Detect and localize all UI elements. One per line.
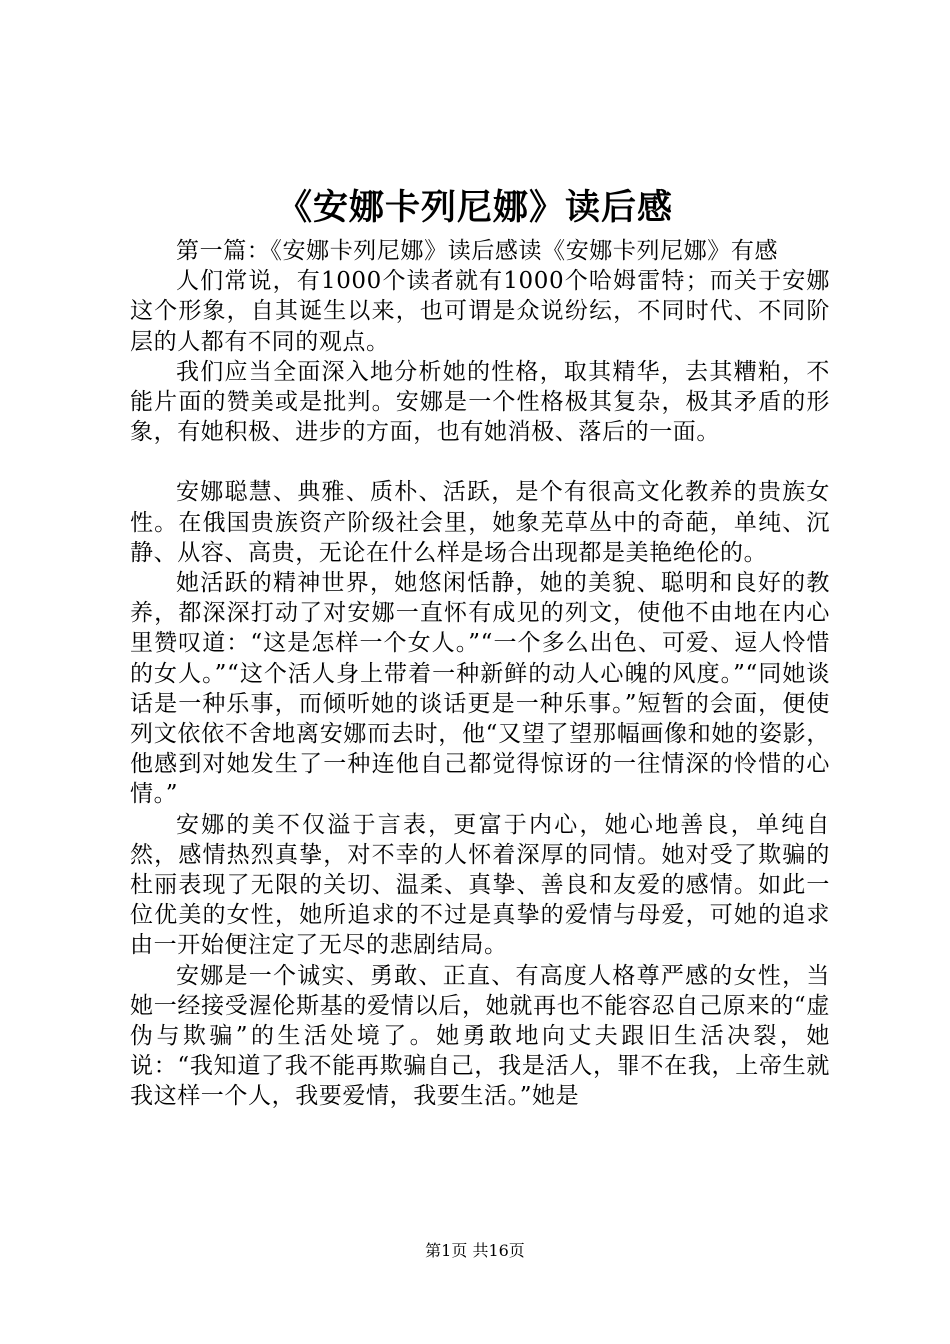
paragraph: 安娜是一个诚实、勇敢、正直、有高度人格尊严感的女性，当她一经接受渥伦斯基的爱情以后，她就再也不能容忍自己原来的“虚伪与欺骗”的生活处境了。她勇敢地向丈夫跟旧生活决裂，她说：“我知道了我不能再欺骗自己，我是活人，罪不在我，上帝生就我这样一个人，我要爱情，我要生活。”她是 [130, 962, 830, 1110]
paragraph: 她活跃的精神世界，她悠闲恬静，她的美貌、聪明和良好的教养，都深深打动了对安娜一直怀有成见的列文，使他不由地在内心里赞叹道：“这是怎样一个女人。”“一个多么出色、可爱、逗人怜惜的女人。”“这个活人身上带着一种新鲜的动人心魄的风度。”“同她谈话是一种乐事，而倾听她的谈话更是一种乐事。”短暂的会面，便使列文依依不舍地离安娜而去时，他“又望了望那幅画像和她的姿影，他感到对她发生了一种连他自己都觉得惊讶的一往情深的怜惜的心情。” [130, 570, 830, 808]
page-footer: 第1页 共16页 [425, 1241, 525, 1260]
paragraph: 我们应当全面深入地分析她的性格，取其精华，去其糟粕，不能片面的赞美或是批判。安娜是一个性格极其复杂，极其矛盾的形象，有她积极、进步的方面，也有她消极、落后的一面。 [130, 358, 830, 446]
document-title: 《安娜卡列尼娜》读后感 [276, 187, 673, 228]
paragraph: 安娜聪慧、典雅、质朴、活跃，是个有很高文化教养的贵族女性。在俄国贵族资产阶级社会里，她象芜草丛中的奇葩，单纯、沉静、从容、高贵，无论在什么样是场合出现都是美艳绝伦的。 [130, 479, 830, 566]
paragraph: 安娜的美不仅溢于言表，更富于内心，她心地善良，单纯自然，感情热烈真挚，对不幸的人怀着深厚的同情。她对受了欺骗的杜丽表现了无限的关切、温柔、真挚、善良和友爱的感情。如此一位优美的女性，她所追求的不过是真挚的爱情与母爱，可她的追求由一开始便注定了无尽的悲剧结局。 [130, 811, 830, 959]
paragraph: 人们常说，有1000个读者就有1000个哈姆雷特；而关于安娜这个形象，自其诞生以来，也可谓是众说纷纭，不同时代、不同阶层的人都有不同的观点。 [130, 268, 830, 355]
paragraph: 第一篇：《安娜卡列尼娜》读后感读《安娜卡列尼娜》有感 [176, 238, 779, 264]
document-body [130, 236, 830, 1112]
